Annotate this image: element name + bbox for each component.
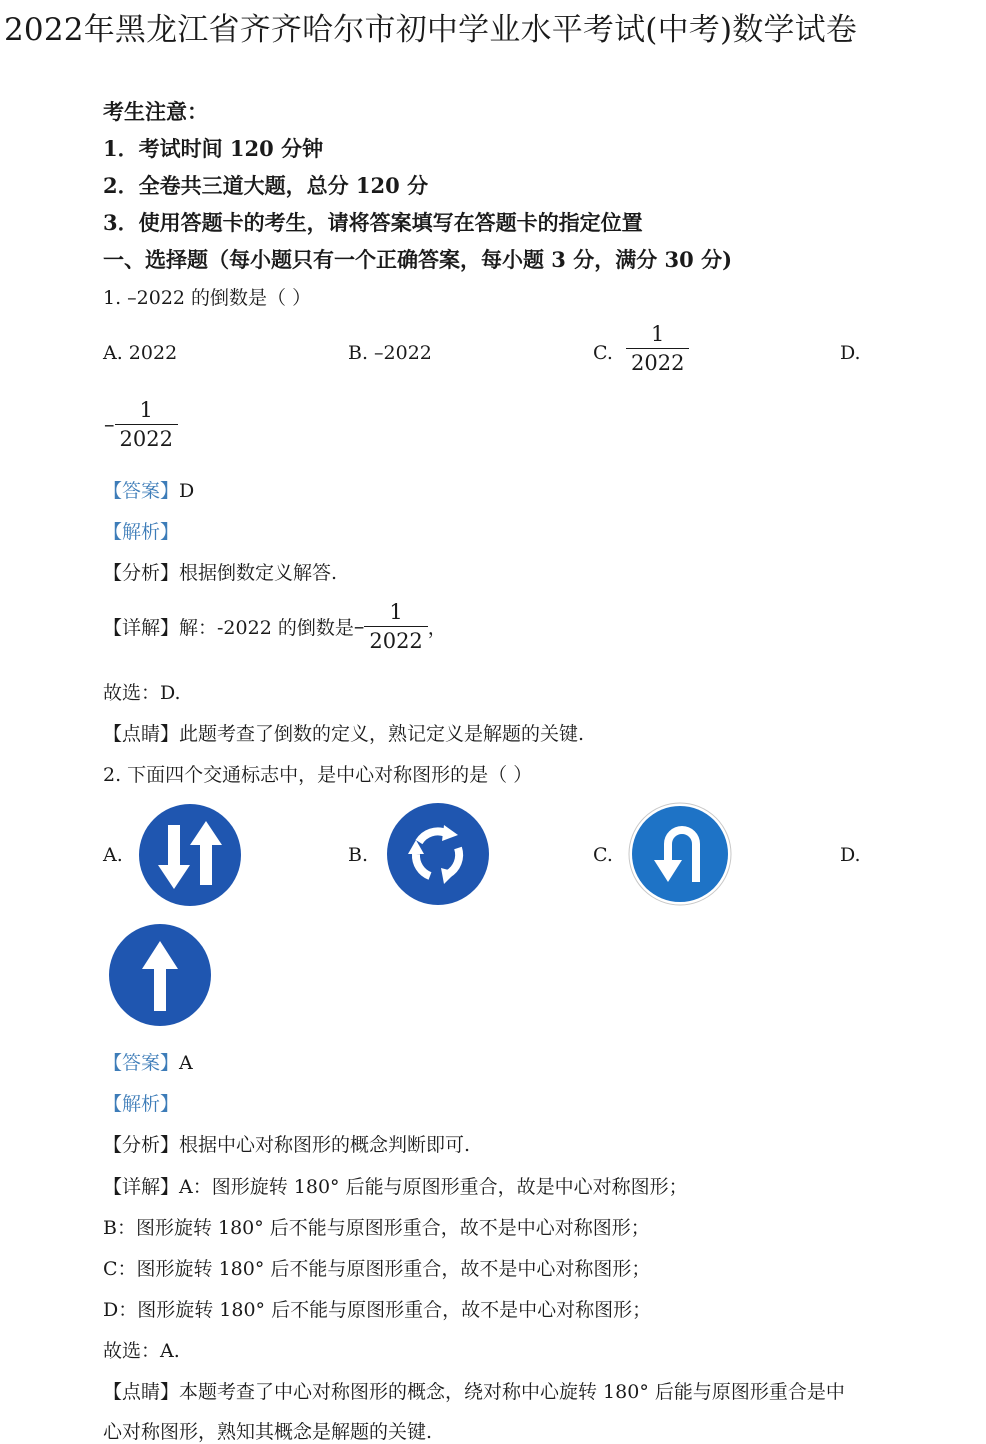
fraction-numerator: 1 bbox=[115, 398, 178, 425]
answer-tag: 【答案】 bbox=[103, 480, 180, 502]
minus-sign: – bbox=[353, 614, 365, 639]
dianjing-text: 此题考查了倒数的定义，熟记定义是解题的关键. bbox=[179, 723, 585, 745]
q1-option-a: A. 2022 bbox=[103, 342, 178, 364]
q2-detail-c: C：图形旋转 180° 后不能与原图形重合，故不是中心对称图形； bbox=[103, 1258, 651, 1280]
fenxi-text: 根据中心对称图形的概念判断即可. bbox=[179, 1134, 471, 1156]
q1-remark bbox=[103, 719, 584, 746]
q1-analysis bbox=[103, 558, 337, 585]
q2-remark-cont: 心对称图形，熟知其概念是解题的关键. bbox=[103, 1421, 433, 1443]
q2-analysis bbox=[103, 1130, 470, 1157]
page-title: 2022年黑龙江省齐齐哈尔市初中学业水平考试(中考)数学试卷 bbox=[4, 12, 858, 48]
q2-detail-b: B：图形旋转 180° 后不能与原图形重合，故不是中心对称图形； bbox=[103, 1217, 650, 1239]
question-2-stem: 2. 下面四个交通标志中，是中心对称图形的是（ ） bbox=[103, 764, 533, 786]
fraction-numerator: 1 bbox=[364, 600, 427, 627]
sign-straight-arrow-icon bbox=[108, 923, 212, 1027]
q2-option-d-label: D. bbox=[840, 844, 861, 866]
fenxi-tag: 【分析】 bbox=[103, 1134, 180, 1156]
xiangjie-tag: 【详解】 bbox=[103, 1176, 180, 1198]
q2-jiexi-tag bbox=[103, 1089, 179, 1116]
xiangjie-tag: 【详解】 bbox=[103, 617, 180, 640]
sign-roundabout-icon bbox=[386, 802, 490, 906]
answer-tag: 【答案】 bbox=[103, 1052, 180, 1074]
comma: ， bbox=[427, 617, 447, 640]
notice-item: 1．考试时间 120 分钟 bbox=[103, 136, 324, 161]
q1-choice: 故选：D. bbox=[103, 682, 181, 704]
q2-option-a-label: A. bbox=[103, 844, 123, 866]
q2-option-c-label: C. bbox=[593, 844, 613, 866]
detail-line: A：图形旋转 180° 后能与原图形重合，故是中心对称图形； bbox=[179, 1176, 688, 1198]
fraction-denominator: 2022 bbox=[119, 427, 173, 452]
q2-remark bbox=[103, 1377, 845, 1404]
dianjing-text: 本题考查了中心对称图形的概念，绕对称中心旋转 180° 后能与原图形重合是中 bbox=[179, 1381, 845, 1403]
question-1-stem: 1. –2022 的倒数是（ ） bbox=[103, 287, 312, 309]
xiangjie-text: 解：-2022 的倒数是 bbox=[179, 617, 354, 640]
q2-choice: 故选：A. bbox=[103, 1340, 180, 1362]
sign-two-way-arrows-icon bbox=[138, 803, 242, 907]
sign-u-turn-icon bbox=[628, 802, 732, 906]
fraction-numerator: 1 bbox=[626, 322, 689, 349]
notice-item: 3．使用答题卡的考生，请将答案填写在答题卡的指定位置 bbox=[103, 210, 643, 235]
answer-value: A bbox=[179, 1052, 193, 1074]
fenxi-text: 根据倒数定义解答. bbox=[179, 562, 338, 584]
fenxi-tag: 【分析】 bbox=[103, 562, 180, 584]
dianjing-tag: 【点睛】 bbox=[103, 723, 180, 745]
q1-answer bbox=[103, 476, 194, 503]
q1-detail bbox=[103, 600, 447, 653]
fraction-denominator: 2022 bbox=[369, 629, 423, 654]
q1-option-b: B. –2022 bbox=[348, 342, 432, 364]
q2-detail-a bbox=[103, 1172, 688, 1199]
q2-option-b-label: B. bbox=[348, 844, 369, 866]
minus-sign: – bbox=[104, 412, 115, 437]
answer-value: D bbox=[179, 480, 195, 502]
q1-option-c-label: C. bbox=[593, 342, 613, 364]
jiexi-tag: 【解析】 bbox=[103, 521, 180, 543]
q1-option-d-label: D. bbox=[840, 342, 861, 364]
notice-item: 2．全卷共三道大题，总分 120 分 bbox=[103, 173, 429, 198]
notice-heading: 考生注意： bbox=[103, 99, 208, 124]
q1-jiexi-tag bbox=[103, 517, 179, 544]
q1-option-d-value bbox=[104, 398, 178, 451]
dianjing-tag: 【点睛】 bbox=[103, 1381, 180, 1403]
q2-answer bbox=[103, 1048, 193, 1075]
section-heading: 一、选择题（每小题只有一个正确答案，每小题 3 分，满分 30 分) bbox=[103, 247, 733, 272]
jiexi-tag: 【解析】 bbox=[103, 1093, 180, 1115]
fraction-denominator: 2022 bbox=[631, 351, 685, 376]
q2-detail-d: D：图形旋转 180° 后不能与原图形重合，故不是中心对称图形； bbox=[103, 1299, 652, 1321]
q1-option-c-fraction bbox=[626, 322, 689, 375]
